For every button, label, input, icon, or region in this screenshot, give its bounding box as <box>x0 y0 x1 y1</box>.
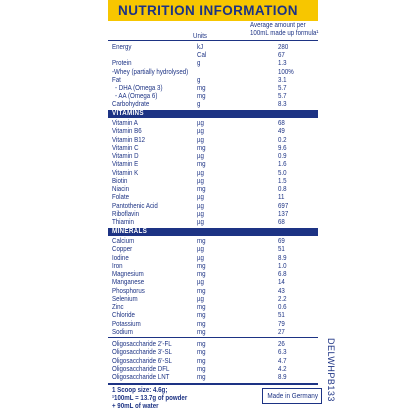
nutrient-name: Vitamin C <box>112 142 139 152</box>
nutrient-name: Niacin <box>112 184 130 193</box>
scoop-size-note: 1 Scoop size: 4.6g; <box>112 385 168 394</box>
nutrient-unit: µg <box>197 175 204 185</box>
nutrient-unit: µg <box>197 192 204 202</box>
nutrient-name: Folate <box>112 192 130 202</box>
panel-title: NUTRITION INFORMATION <box>118 3 298 18</box>
nutrient-name: Energy <box>112 42 132 51</box>
nutrient-unit: µg <box>197 252 204 262</box>
nutrient-unit: mg <box>197 302 206 311</box>
nutrient-name: Copper <box>112 244 133 254</box>
nutrient-name: Phosphorus <box>112 285 145 295</box>
nutrient-value: 0.9 <box>278 151 287 160</box>
nutrient-row <box>108 68 318 76</box>
nutrient-value: 26 <box>278 339 285 348</box>
section-title: VITAMINS <box>112 110 144 117</box>
nutrient-value: 4.2 <box>278 363 287 373</box>
nutrient-row <box>108 320 318 328</box>
nutrient-row <box>108 136 318 144</box>
nutrient-value: 14 <box>278 277 285 287</box>
nutrient-value: 27 <box>278 326 285 336</box>
nutrient-name: Oligosaccharide DFL <box>112 363 170 373</box>
origin-box <box>262 388 322 404</box>
nutrient-row <box>108 100 318 108</box>
nutrient-name: Chloride <box>112 310 135 320</box>
origin-label: Made in Germany <box>267 391 319 400</box>
nutrient-name: Magnesium <box>112 269 144 278</box>
nutrient-unit: mg <box>197 236 206 245</box>
nutrient-unit: mg <box>197 347 206 357</box>
nutrient-unit: mg <box>197 184 206 193</box>
nutrient-value: 8.3 <box>278 99 287 109</box>
nutrient-value: 280 <box>278 42 289 51</box>
nutrient-value: 5.7 <box>278 82 287 92</box>
nutrient-row <box>108 210 318 218</box>
amount-column-header-line1: Average amount per <box>250 20 306 29</box>
nutrient-value: 137 <box>278 208 289 218</box>
nutrient-name: Riboflavin <box>112 208 140 218</box>
nutrient-unit: mg <box>197 260 206 270</box>
nutrient-value: 1.0 <box>278 260 287 270</box>
nutrient-unit: µg <box>197 134 204 144</box>
nutrient-name: -Whey (partially hydrolysed) <box>112 66 189 76</box>
nutrient-name: Potassium <box>112 318 141 328</box>
nutrient-value: 6.8 <box>278 269 287 278</box>
nutrition-panel <box>108 0 336 416</box>
product-code: DELWHPB133 <box>326 338 336 402</box>
nutrient-name: Vitamin E <box>112 159 139 169</box>
nutrient-name: Fat <box>112 74 121 84</box>
vitamin-list <box>108 119 318 226</box>
nutrient-name: Pantothenic Acid <box>112 200 158 210</box>
nutrient-unit: mg <box>197 285 206 295</box>
nutrient-name: Oligosaccharide 2'-FL <box>112 339 172 348</box>
nutrient-value: 0.2 <box>278 134 287 144</box>
nutrient-name: Biotin <box>112 175 128 185</box>
nutrient-name: Manganese <box>112 277 145 287</box>
nutrient-value: 100% <box>278 66 294 76</box>
water-note: + 90mL of water <box>112 401 159 410</box>
nutrient-unit: g <box>197 99 201 109</box>
nutrient-row <box>108 328 318 336</box>
nutrient-name: Protein <box>112 58 132 68</box>
nutrient-value: 5.7 <box>278 91 287 101</box>
nutrient-name: Iodine <box>112 252 129 262</box>
nutrient-unit: µg <box>197 208 204 218</box>
nutrient-name: - DHA (Omega 3) <box>115 82 163 92</box>
oligosaccharide-divider <box>108 337 318 338</box>
nutrient-row <box>108 152 318 160</box>
nutrient-row <box>108 177 318 185</box>
nutrient-name: - AA (Omega 6) <box>115 91 158 101</box>
nutrient-name: Sodium <box>112 326 133 336</box>
nutrient-unit: µg <box>197 126 204 136</box>
nutrient-unit: kJ <box>197 42 204 51</box>
nutrient-value: 49 <box>278 126 285 136</box>
nutrient-value: 68 <box>278 217 285 226</box>
nutrient-unit: mg <box>197 159 206 169</box>
nutrient-value: 6.3 <box>278 347 287 357</box>
nutrient-name: Selenium <box>112 293 138 303</box>
nutrient-unit: mg <box>197 310 206 320</box>
nutrient-unit: mg <box>197 142 206 152</box>
nutrient-row <box>108 185 318 193</box>
nutrient-unit: mg <box>197 269 206 278</box>
nutrient-unit: mg <box>197 363 206 373</box>
units-column-header: Units <box>193 31 208 40</box>
nutrient-unit: Cal <box>197 50 207 60</box>
nutrient-name: Thiamin <box>112 217 134 226</box>
nutrient-unit: g <box>197 74 201 84</box>
nutrient-value: 0.6 <box>278 302 287 311</box>
nutrient-value: 79 <box>278 318 285 328</box>
nutrient-name: Vitamin A <box>112 118 138 127</box>
nutrient-value: 1.3 <box>278 58 287 68</box>
nutrient-value: 43 <box>278 285 285 295</box>
nutrient-value: 1.5 <box>278 175 287 185</box>
nutrient-value: 51 <box>278 310 285 320</box>
nutrient-value: 8.9 <box>278 372 287 381</box>
nutrient-value: 0.8 <box>278 184 287 193</box>
nutrient-row <box>108 295 318 303</box>
nutrient-row <box>108 245 318 253</box>
serving-note: ¹100mL = 13.7g of powder <box>112 393 188 402</box>
nutrient-value: 4.7 <box>278 355 287 365</box>
nutrient-row <box>108 237 318 245</box>
nutrient-unit: µg <box>197 167 204 177</box>
nutrient-value: 1.6 <box>278 159 287 169</box>
nutrient-row <box>108 287 318 295</box>
nutrient-unit: µg <box>197 151 204 160</box>
nutrient-row <box>108 43 318 51</box>
nutrient-unit: mg <box>197 339 206 348</box>
nutrient-unit: µg <box>197 118 204 127</box>
nutrient-value: 69 <box>278 236 285 245</box>
title-band <box>108 0 318 21</box>
nutrient-unit: µg <box>197 217 204 226</box>
nutrient-value: 11 <box>278 192 285 202</box>
nutrient-unit: µg <box>197 293 204 303</box>
oligosaccharide-list <box>108 340 318 381</box>
nutrient-value: 51 <box>278 244 285 254</box>
nutrient-name: Vitamin B6 <box>112 126 142 136</box>
mineral-list <box>108 237 318 336</box>
nutrient-row <box>108 254 318 262</box>
nutrient-unit: µg <box>197 277 204 287</box>
nutrient-name: Oligosaccharide 3'-SL <box>112 347 172 357</box>
nutrient-unit: mg <box>197 372 206 381</box>
nutrient-unit: mg <box>197 91 206 101</box>
header-divider <box>108 40 318 41</box>
nutrient-value: 68 <box>278 118 285 127</box>
nutrient-row <box>108 169 318 177</box>
nutrient-name: Calcium <box>112 236 135 245</box>
nutrient-unit: g <box>197 58 201 68</box>
vitamins-header <box>108 110 318 118</box>
nutrient-name: Vitamin K <box>112 167 139 177</box>
nutrient-name: Zinc <box>112 302 124 311</box>
nutrient-unit: mg <box>197 326 206 336</box>
nutrient-value: 697 <box>278 200 289 210</box>
general-nutrient-list <box>108 43 318 109</box>
nutrient-name: Vitamin D <box>112 151 139 160</box>
nutrient-row <box>108 303 318 311</box>
nutrient-value: 9.6 <box>278 142 287 152</box>
nutrient-unit: mg <box>197 355 206 365</box>
nutrient-name: Carbohydrate <box>112 99 150 109</box>
nutrient-row <box>108 218 318 226</box>
section-title: MINERALS <box>112 228 148 235</box>
nutrient-name: Iron <box>112 260 123 270</box>
nutrient-unit: mg <box>197 318 206 328</box>
nutrient-value: 2.2 <box>278 293 287 303</box>
nutrient-name: Oligosaccharide LNT <box>112 372 170 381</box>
nutrient-unit: mg <box>197 82 206 92</box>
amount-column-header-line2: 100mL made up formula¹ <box>250 28 319 37</box>
nutrient-name: Vitamin B12 <box>112 134 146 144</box>
nutrient-row <box>108 51 318 59</box>
nutrient-name: Oligosaccharide 6'-SL <box>112 355 172 365</box>
minerals-header <box>108 228 318 236</box>
nutrient-row <box>108 144 318 152</box>
nutrient-row <box>108 373 318 381</box>
nutrient-unit: µg <box>197 244 204 254</box>
nutrient-value: 3.1 <box>278 74 287 84</box>
nutrient-value: 5.0 <box>278 167 287 177</box>
nutrient-value: 67 <box>278 50 285 60</box>
nutrient-value: 8.9 <box>278 252 287 262</box>
nutrient-unit: µg <box>197 200 204 210</box>
nutrient-row <box>108 160 318 168</box>
